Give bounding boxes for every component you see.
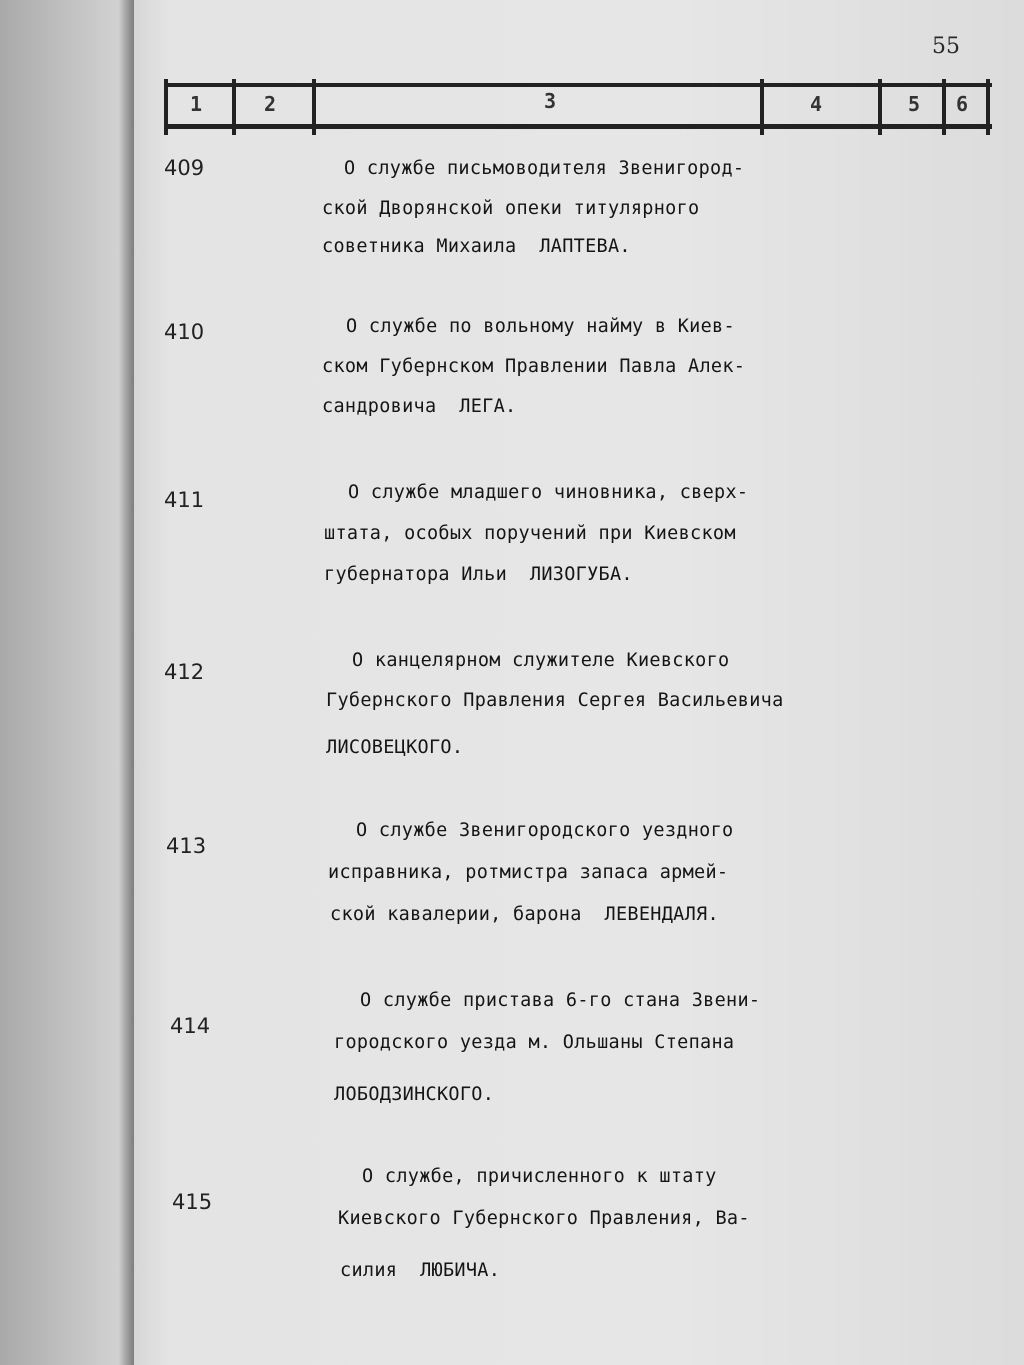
column-divider	[878, 79, 882, 135]
column-label-1: 1	[190, 92, 203, 116]
entry-text-line: О службе, причисленного к штату	[362, 1166, 717, 1187]
column-header-strip	[166, 83, 992, 129]
column-label-6: 6	[956, 92, 969, 116]
column-divider	[986, 79, 990, 135]
entry-text-line: сандровича ЛЕГА.	[322, 396, 517, 417]
entry-text-line: О канцелярном служителе Киевского	[352, 650, 730, 671]
column-label-3: 3	[544, 89, 557, 113]
entry-text-line: штата, особых поручений при Киевском	[324, 523, 736, 544]
entry-text-line: ской кавалерии, барона ЛЕВЕНДАЛЯ.	[330, 904, 719, 925]
entry-text-line: советника Михаила ЛАПТЕВА.	[322, 236, 631, 257]
entry-text-line: О службе младшего чиновника, сверх-	[348, 482, 749, 503]
page-number: 55	[932, 34, 960, 59]
entry-text-line: ском Губернском Правлении Павла Алек-	[322, 356, 746, 377]
column-label-5: 5	[908, 92, 921, 116]
entry-text-line: Губернского Правления Сергея Васильевича	[326, 690, 784, 711]
column-label-2: 2	[264, 92, 277, 116]
entry-number: 414	[170, 1014, 211, 1038]
entry-number: 410	[164, 320, 205, 344]
column-divider	[760, 79, 764, 135]
entry-text-line: силия ЛЮБИЧА.	[340, 1260, 501, 1281]
column-divider	[312, 79, 316, 135]
column-divider	[164, 79, 168, 135]
entry-number: 412	[164, 660, 205, 684]
column-divider	[942, 79, 946, 135]
column-label-4: 4	[810, 92, 823, 116]
entry-text-line: О службе Звенигородского уездного	[356, 820, 734, 841]
entry-text-line: О службе по вольному найму в Киев-	[346, 316, 735, 337]
entry-number: 415	[172, 1190, 213, 1214]
entry-number: 413	[166, 834, 207, 858]
entry-text-line: ской Дворянской опеки титулярного	[322, 198, 700, 219]
column-divider	[232, 79, 236, 135]
entry-text-line: ЛОБОДЗИНСКОГО.	[334, 1084, 495, 1105]
entry-text-line: исправника, ротмистра запаса армей-	[328, 862, 729, 883]
entry-number: 411	[164, 488, 205, 512]
entry-number: 409	[164, 156, 205, 180]
entry-text-line: губернатора Ильи ЛИЗОГУБА.	[324, 564, 633, 585]
entry-text-line: О службе письмоводителя Звенигород-	[344, 158, 745, 179]
entry-text-line: ЛИСОВЕЦКОГО.	[326, 737, 464, 758]
entry-text-line: Киевского Губернского Правления, Ва-	[338, 1208, 750, 1229]
entry-text-line: О службе пристава 6-го стана Звени-	[360, 990, 761, 1011]
entry-text-line: городского уезда м. Ольшаны Степана	[334, 1032, 735, 1053]
